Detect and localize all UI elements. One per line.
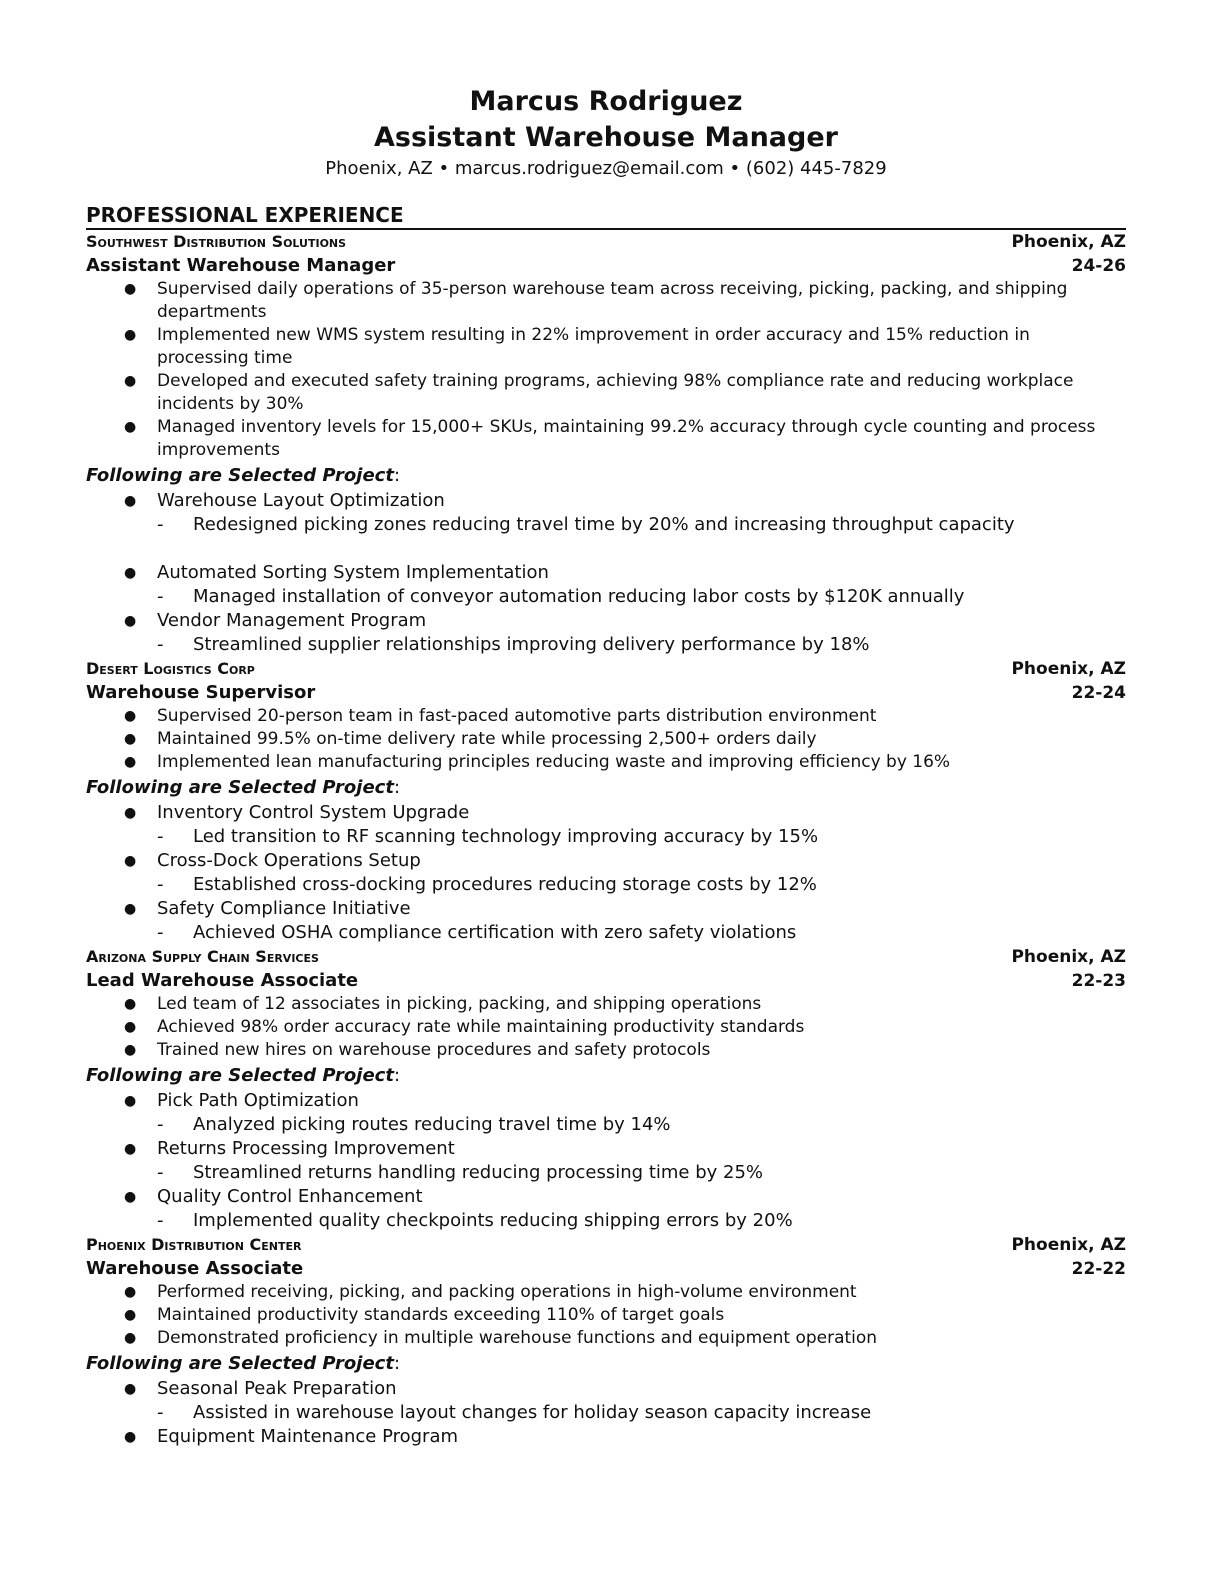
bullet-item xyxy=(86,1281,1126,1304)
job-entry xyxy=(86,1233,1126,1449)
project-detail xyxy=(86,873,1126,897)
bullet-dot-icon: ● xyxy=(124,1141,137,1157)
job-company-row xyxy=(86,945,1126,969)
dash-icon: - xyxy=(157,922,164,943)
job-entry xyxy=(86,945,1126,1233)
job-dates: 22-23 xyxy=(1071,971,1126,991)
bullet-dot-icon: ● xyxy=(124,1019,137,1035)
job-company-row xyxy=(86,657,1126,681)
project-name: Seasonal Peak Preparation xyxy=(157,1378,397,1399)
project-detail xyxy=(86,825,1126,849)
bullet-text: Managed inventory levels for 15,000+ SKUs, maintaining 99.2% accuracy through cycle counting and process improvements xyxy=(157,417,1096,460)
job-company-row xyxy=(86,230,1126,254)
project-name: Automated Sorting System Implementation xyxy=(157,562,549,583)
bullet-text: Achieved 98% order accuracy rate while maintaining productivity standards xyxy=(157,1017,805,1037)
job-dates: 24-26 xyxy=(1071,256,1126,276)
projects-heading xyxy=(86,775,1126,801)
project-item xyxy=(86,489,1126,513)
projects-colon: : xyxy=(393,1065,401,1086)
bullet-item xyxy=(86,1327,1126,1350)
projects-label: Following are Selected Project xyxy=(86,1065,394,1086)
dash-icon: - xyxy=(157,1162,164,1183)
dash-icon: - xyxy=(157,1114,164,1135)
dash-icon: - xyxy=(157,874,164,895)
job-location: Phoenix, AZ xyxy=(1011,1235,1126,1255)
bullet-dot-icon: ● xyxy=(124,565,137,581)
job-role-row xyxy=(86,1257,1126,1281)
bullet-dot-icon: ● xyxy=(124,1284,137,1300)
job-dates: 22-22 xyxy=(1071,1259,1126,1279)
projects-label: Following are Selected Project xyxy=(86,777,394,798)
bullet-dot-icon: ● xyxy=(124,853,137,869)
job-role-row xyxy=(86,681,1126,705)
bullet-text: Implemented lean manufacturing principles reducing waste and improving efficiency by 16% xyxy=(157,752,951,772)
project-name: Returns Processing Improvement xyxy=(157,1138,455,1159)
project-detail xyxy=(86,585,1126,609)
section-title-experience: PROFESSIONAL EXPERIENCE xyxy=(86,202,1126,230)
project-detail-text: Streamlined supplier relationships improving delivery performance by 18% xyxy=(193,634,870,655)
project-item xyxy=(86,849,1126,873)
bullet-dot-icon: ● xyxy=(124,327,137,343)
project-detail-text: Analyzed picking routes reducing travel time by 14% xyxy=(193,1114,671,1135)
project-detail-text: Redesigned picking zones reducing travel time by 20% and increasing throughput capacity xyxy=(193,514,1015,535)
job-role-row xyxy=(86,254,1126,278)
projects-colon: : xyxy=(393,777,401,798)
bullet-text: Supervised 20-person team in fast-paced automotive parts distribution environment xyxy=(157,706,877,726)
bullet-item xyxy=(86,278,1126,324)
candidate-name: Marcus Rodriguez xyxy=(469,86,743,117)
bullet-text: Implemented new WMS system resulting in 22% improvement in order accuracy and 15% reduction in processing time xyxy=(157,325,1030,368)
bullet-text: Trained new hires on warehouse procedures and safety protocols xyxy=(157,1040,711,1060)
bullet-text: Led team of 12 associates in picking, packing, and shipping operations xyxy=(157,994,762,1014)
job-bullets xyxy=(86,705,1126,774)
contact-info: Phoenix, AZ • marcus.rodriguez@email.com • (602) 445-7829 xyxy=(325,158,887,179)
projects-colon: : xyxy=(393,1353,401,1374)
bullet-item xyxy=(86,1039,1126,1062)
project-item xyxy=(86,609,1126,633)
bullet-item xyxy=(86,751,1126,774)
dash-icon: - xyxy=(157,634,164,655)
bullet-item xyxy=(86,324,1126,370)
bullet-dot-icon: ● xyxy=(124,1093,137,1109)
dash-icon: - xyxy=(157,586,164,607)
project-item xyxy=(86,1425,1126,1449)
project-name: Pick Path Optimization xyxy=(157,1090,359,1111)
bullet-item xyxy=(86,1016,1126,1039)
project-item xyxy=(86,1137,1126,1161)
company-name: Phoenix Distribution Center xyxy=(86,1235,302,1254)
project-name: Equipment Maintenance Program xyxy=(157,1426,459,1447)
project-detail-text: Streamlined returns handling reducing processing time by 25% xyxy=(193,1162,764,1183)
project-detail-text: Managed installation of conveyor automation reducing labor costs by $120K annually xyxy=(193,586,965,607)
bullet-dot-icon: ● xyxy=(124,996,137,1012)
dash-icon: - xyxy=(157,1402,164,1423)
bullet-text: Maintained 99.5% on-time delivery rate while processing 2,500+ orders daily xyxy=(157,729,817,749)
project-name: Safety Compliance Initiative xyxy=(157,898,411,919)
project-detail xyxy=(86,1113,1126,1137)
bullet-dot-icon: ● xyxy=(124,1381,137,1397)
bullet-text: Maintained productivity standards exceeding 110% of target goals xyxy=(157,1305,725,1325)
project-detail xyxy=(86,1401,1126,1425)
experience-list xyxy=(86,230,1126,1449)
bullet-item xyxy=(86,370,1126,416)
bullet-dot-icon: ● xyxy=(124,805,137,821)
project-item xyxy=(86,561,1126,585)
bullet-item xyxy=(86,993,1126,1016)
project-detail-text: Led transition to RF scanning technology improving accuracy by 15% xyxy=(193,826,819,847)
project-item xyxy=(86,801,1126,825)
projects-label: Following are Selected Project xyxy=(86,1353,394,1374)
resume-header xyxy=(86,84,1126,182)
bullet-dot-icon: ● xyxy=(124,731,137,747)
project-item xyxy=(86,1089,1126,1113)
bullet-dot-icon: ● xyxy=(124,1429,137,1445)
job-role-row xyxy=(86,969,1126,993)
bullet-item xyxy=(86,416,1126,462)
project-detail-text: Implemented quality checkpoints reducing shipping errors by 20% xyxy=(193,1210,793,1231)
bullet-text: Performed receiving, picking, and packing operations in high-volume environment xyxy=(157,1282,857,1302)
bullet-dot-icon: ● xyxy=(124,1307,137,1323)
project-item xyxy=(86,1377,1126,1401)
bullet-text: Demonstrated proficiency in multiple warehouse functions and equipment operation xyxy=(157,1328,878,1348)
bullet-dot-icon: ● xyxy=(124,419,137,435)
project-detail xyxy=(86,513,1126,537)
job-role: Assistant Warehouse Manager xyxy=(86,255,396,276)
project-detail-text: Established cross-docking procedures reducing storage costs by 12% xyxy=(193,874,817,895)
project-name: Inventory Control System Upgrade xyxy=(157,802,470,823)
bullet-text: Supervised daily operations of 35-person warehouse team across receiving, picking, packing, and shipping departments xyxy=(157,279,1068,322)
job-entry xyxy=(86,657,1126,945)
job-company-row xyxy=(86,1233,1126,1257)
resume-page xyxy=(86,84,1126,1449)
job-bullets xyxy=(86,278,1126,462)
project-item xyxy=(86,897,1126,921)
bullet-dot-icon: ● xyxy=(124,754,137,770)
bullet-dot-icon: ● xyxy=(124,901,137,917)
job-role: Lead Warehouse Associate xyxy=(86,970,359,991)
company-name: Desert Logistics Corp xyxy=(86,659,255,678)
job-bullets xyxy=(86,1281,1126,1350)
job-dates: 22-24 xyxy=(1071,683,1126,703)
project-name: Warehouse Layout Optimization xyxy=(157,490,445,511)
project-detail xyxy=(86,1161,1126,1185)
project-name: Vendor Management Program xyxy=(157,610,427,631)
company-name: Southwest Distribution Solutions xyxy=(86,232,347,251)
job-bullets xyxy=(86,993,1126,1062)
bullet-dot-icon: ● xyxy=(124,613,137,629)
job-role: Warehouse Associate xyxy=(86,1258,304,1279)
bullet-item xyxy=(86,705,1126,728)
bullet-item xyxy=(86,728,1126,751)
job-entry xyxy=(86,230,1126,657)
job-location: Phoenix, AZ xyxy=(1011,659,1126,679)
project-detail xyxy=(86,1209,1126,1233)
project-name: Cross-Dock Operations Setup xyxy=(157,850,421,871)
projects-heading xyxy=(86,463,1126,489)
bullet-dot-icon: ● xyxy=(124,708,137,724)
bullet-item xyxy=(86,1304,1126,1327)
projects-heading xyxy=(86,1063,1126,1089)
spacer xyxy=(86,537,1126,561)
bullet-text: Developed and executed safety training programs, achieving 98% compliance rate and reducing workplace incidents by 30% xyxy=(157,371,1074,414)
bullet-dot-icon: ● xyxy=(124,373,137,389)
dash-icon: - xyxy=(157,514,164,535)
projects-label: Following are Selected Project xyxy=(86,465,394,486)
bullet-dot-icon: ● xyxy=(124,1042,137,1058)
projects-heading xyxy=(86,1351,1126,1377)
bullet-dot-icon: ● xyxy=(124,493,137,509)
company-name: Arizona Supply Chain Services xyxy=(86,947,319,966)
candidate-title: Assistant Warehouse Manager xyxy=(374,122,838,153)
projects-colon: : xyxy=(393,465,401,486)
project-detail-text: Achieved OSHA compliance certification with zero safety violations xyxy=(193,922,797,943)
project-detail xyxy=(86,633,1126,657)
bullet-dot-icon: ● xyxy=(124,1330,137,1346)
job-location: Phoenix, AZ xyxy=(1011,947,1126,967)
bullet-dot-icon: ● xyxy=(124,1189,137,1205)
project-detail-text: Assisted in warehouse layout changes for holiday season capacity increase xyxy=(193,1402,872,1423)
dash-icon: - xyxy=(157,1210,164,1231)
project-item xyxy=(86,1185,1126,1209)
dash-icon: - xyxy=(157,826,164,847)
project-name: Quality Control Enhancement xyxy=(157,1186,423,1207)
project-detail xyxy=(86,921,1126,945)
bullet-dot-icon: ● xyxy=(124,281,137,297)
job-role: Warehouse Supervisor xyxy=(86,682,316,703)
job-location: Phoenix, AZ xyxy=(1011,232,1126,252)
